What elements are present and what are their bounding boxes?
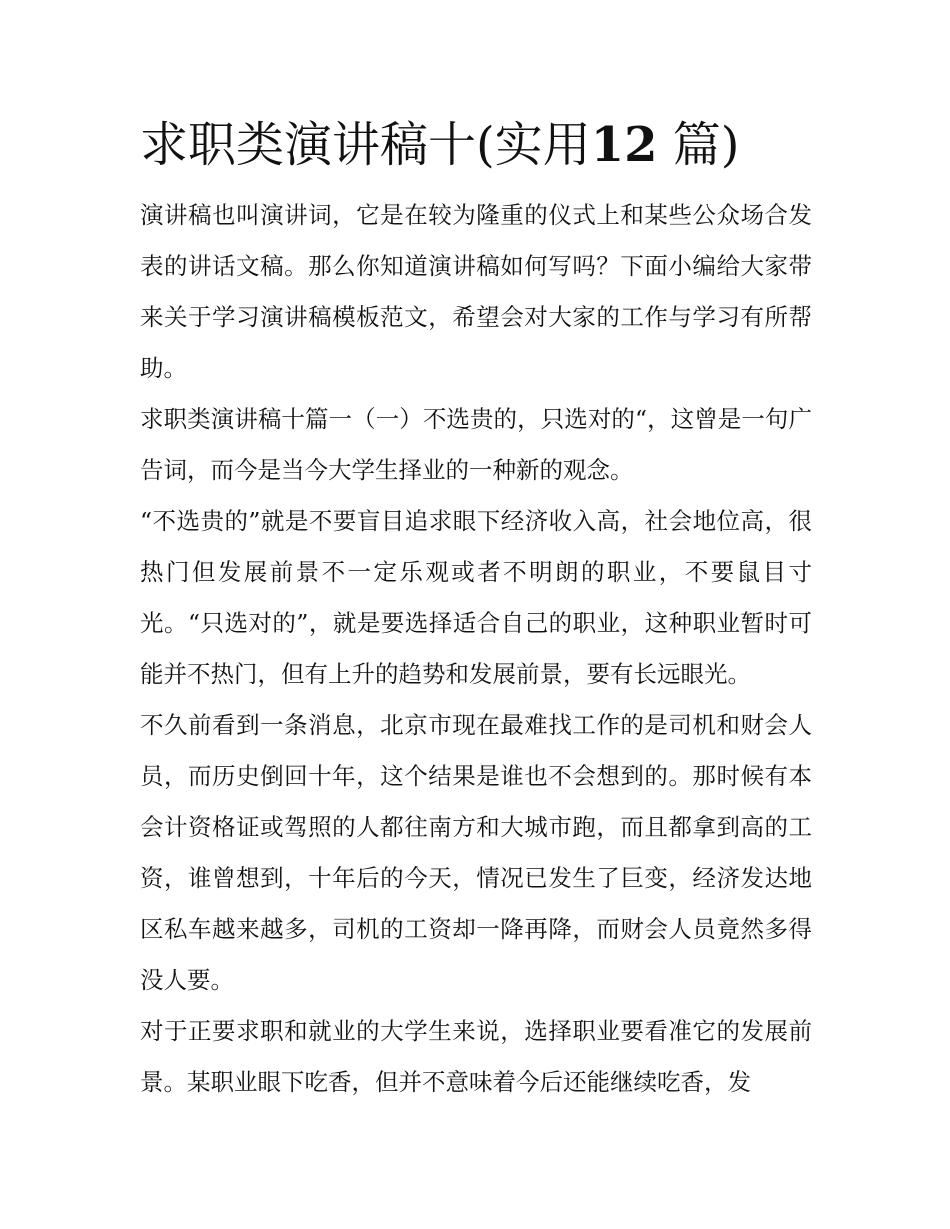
title-suffix: 篇)	[657, 117, 740, 173]
paragraph-intro: 演讲稿也叫演讲词，它是在较为隆重的仪式上和某些公众场合发表的讲话文稿。那么你知道演讲稿如何写吗？下面小编给大家带来关于学习演讲稿模板范文，希望会对大家的工作与学习有所帮助。	[140, 201, 812, 382]
title-text: 求职类演讲稿十(实用	[140, 117, 591, 173]
title-number: 12	[590, 117, 658, 173]
paragraph-2: “不选贵的”就是不要盲目追求眼下经济收入高，社会地位高，很热门但发展前景不一定乐观或者不明朗的职业，不要鼠目寸光。“只选对的”，就是要选择适合自己的职业，这种职业暂时可能并不热门，但有上升的趋势和发展前景，要有长远眼光。	[140, 507, 812, 688]
paragraph-1: 求职类演讲稿十篇一（一）不选贵的，只选对的“，这曾是一句广告词，而今是当今大学生择业的一种新的观念。	[140, 405, 812, 484]
document-title	[140, 110, 812, 180]
document-page	[140, 110, 812, 1108]
paragraph-3: 不久前看到一条消息，北京市现在最难找工作的是司机和财会人员，而历史倒回十年，这个结果是谁也不会想到的。那时候有本会计资格证或驾照的人都往南方和大城市跑，而且都拿到高的工资，谁曾想到，十年后的今天，情况已发生了巨变，经济发达地区私车越来越多，司机的工资却一降再降，而财会人员竟然多得没人要。	[140, 711, 812, 994]
paragraph-4: 对于正要求职和就业的大学生来说，选择职业要看准它的发展前景。某职业眼下吃香，但并不意味着今后还能继续吃香，发	[140, 1017, 812, 1096]
